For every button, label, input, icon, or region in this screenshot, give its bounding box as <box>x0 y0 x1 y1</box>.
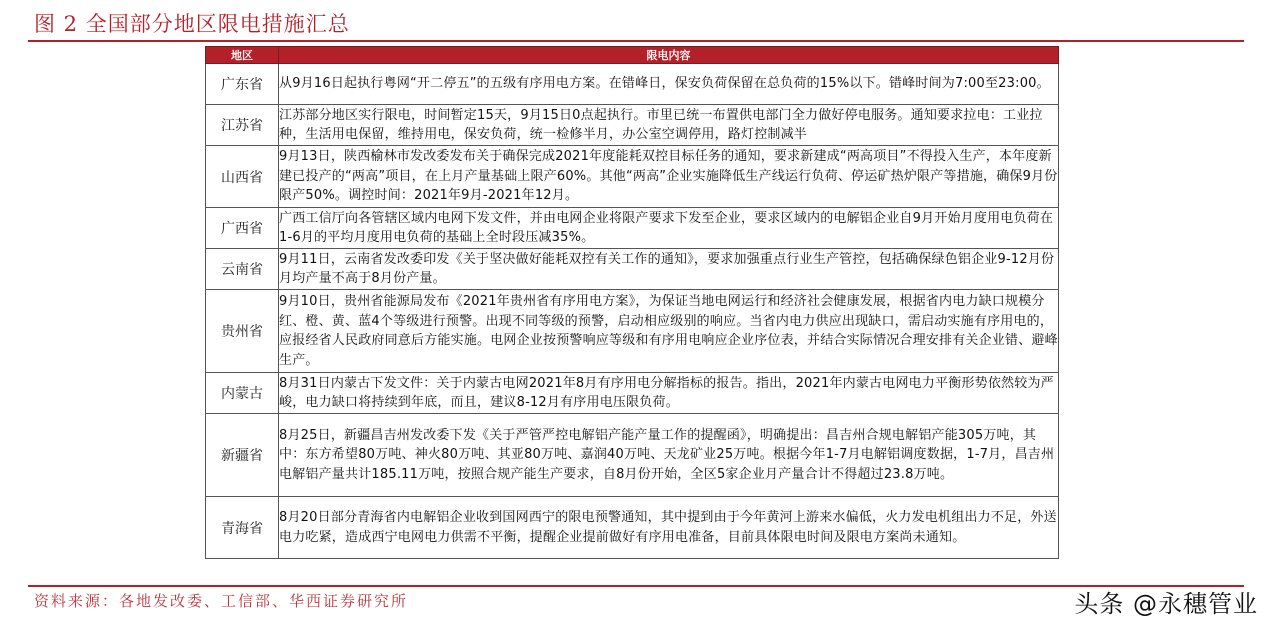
content-cell: 8月20日部分青海省内电解铝企业收到国网西宁的限电预警通知，其中提到由于今年黄河上游来水偏低，火力发电机组出力不足，外送电力吃紧，造成西宁电网电力供需不平衡，提醒企业提前做好有序用电准备，目前具体限电时间及限电方案尚未通知。 <box>279 497 1059 559</box>
content-cell: 广西工信厅向各管辖区域内电网下发文件，并由电网企业将限产要求下发至企业，要求区域内的电解铝企业自9月开始月度用电负荷在1-6月的平均月度用电负荷的基础上全时段压减35%。 <box>279 208 1059 249</box>
table-row <box>206 290 1059 373</box>
table-header-row <box>206 47 1059 64</box>
region-cell: 青海省 <box>206 497 279 559</box>
table-row <box>206 146 1059 208</box>
content-cell: 9月10日，贵州省能源局发布《2021年贵州省有序用电方案》，为保证当地电网运行和经济社会健康发展，根据省内电力缺口规模分红、橙、黄、蓝4个等级进行预警。出现不同等级的预警，启动相应级别的响应。当省内电力供应出现缺口，需启动实施有序用电的，应报经省人民政府同意后方能实施。电网企业按预警响应等级和有序用电响应企业序位表，并结合实际情况合理安排有关企业错、避峰生产。 <box>279 290 1059 373</box>
table-row <box>206 208 1059 249</box>
region-cell: 新疆省 <box>206 414 279 497</box>
table-row <box>206 249 1059 290</box>
source-note: 资料来源：各地发改委、工信部、华西证券研究所 <box>34 592 409 610</box>
table-row <box>206 497 1059 559</box>
watermark-label: 头条 @永穗管业 <box>1074 590 1258 618</box>
content-cell: 9月13日，陕西榆林市发改委发布关于确保完成2021年度能耗双控目标任务的通知，要求新建成“两高项目”不得投入生产，本年度新建已投产的“两高”项目，在上月产量基础上限产60%。其他“两高”企业实施降低生产线运行负荷、停运矿热炉限产等措施，确保9月份限产50%。调控时间：2021年9月-2021年12月。 <box>279 146 1059 208</box>
content-cell: 9月11日，云南省发改委印发《关于坚决做好能耗双控有关工作的通知》，要求加强重点行业生产管控，包括确保绿色铝企业9-12月份月均产量不高于8月份产量。 <box>279 249 1059 290</box>
content-cell: 江苏部分地区实行限电，时间暂定15天，9月15日0点起执行。市里已统一布置供电部门全力做好停电服务。通知要求拉电：工业拉种，生活用电保留，维持用电，保安负荷，统一检修半月，办公室空调停用，路灯控制减半 <box>279 105 1059 146</box>
header-content: 限电内容 <box>279 47 1059 64</box>
region-cell: 广西省 <box>206 208 279 249</box>
content-cell: 8月25日，新疆昌吉州发改委下发《关于严管严控电解铝产能产量工作的提醒函》，明确提出：昌吉州合规电解铝产能305万吨，其中：东方希望80万吨、神火80万吨、其亚80万吨、嘉润40万吨、天龙矿业25万吨。根据今年1-7月电解铝调度数据，1-7月，昌吉州电解铝产量共计185.11万吨，按照合规产能生产要求，自8月份开始，全区5家企业月产量合计不得超过23.8万吨。 <box>279 414 1059 497</box>
region-cell: 广东省 <box>206 64 279 105</box>
title-divider <box>28 40 1244 42</box>
content-cell: 从9月16日起执行粤网“开二停五”的五级有序用电方案。在错峰日，保安负荷保留在总负荷的15%以下。错峰时间为7:00至23:00。 <box>279 64 1059 105</box>
content-cell: 8月31日内蒙古下发文件：关于内蒙古电网2021年8月有序用电分解指标的报告。指出，2021年内蒙古电网电力平衡形势依然较为严峻，电力缺口将持续到年底，而且，建议8-12月有序用电压限负荷。 <box>279 373 1059 414</box>
power-restriction-table <box>205 46 1059 559</box>
footer-divider <box>28 585 1244 587</box>
region-cell: 山西省 <box>206 146 279 208</box>
table-row <box>206 64 1059 105</box>
table-row <box>206 414 1059 497</box>
header-region: 地区 <box>206 47 279 64</box>
region-cell: 江苏省 <box>206 105 279 146</box>
table-row <box>206 105 1059 146</box>
table-row <box>206 373 1059 414</box>
region-cell: 云南省 <box>206 249 279 290</box>
region-cell: 贵州省 <box>206 290 279 373</box>
region-cell: 内蒙古 <box>206 373 279 414</box>
figure-title: 图 2 全国部分地区限电措施汇总 <box>34 12 350 36</box>
